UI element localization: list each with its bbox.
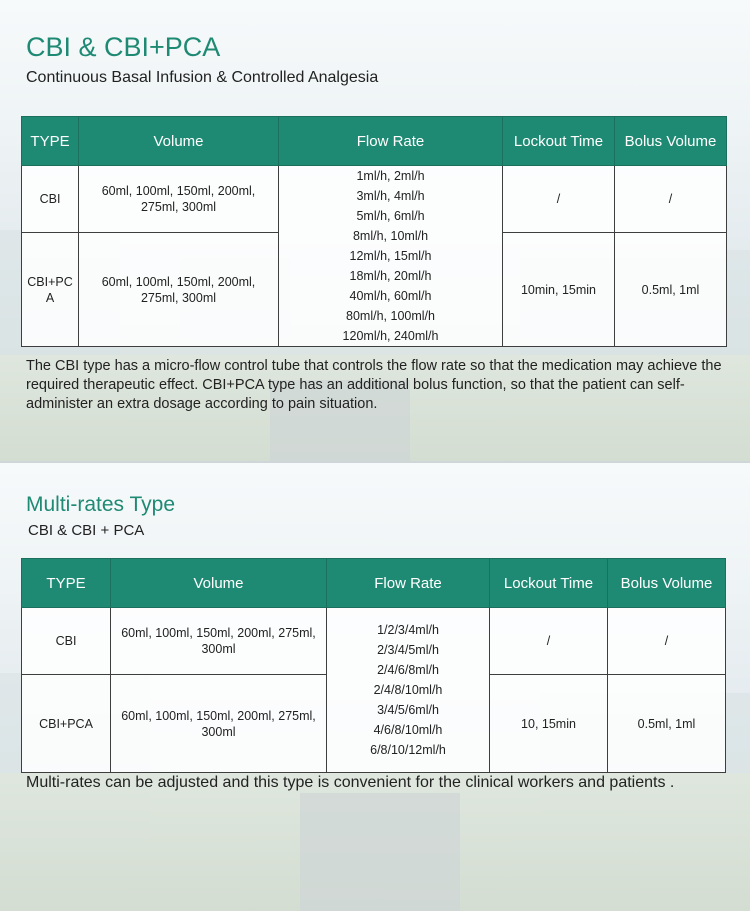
volume-cell: 60ml, 100ml, 150ml, 200ml, 275ml, 300ml — [111, 675, 327, 773]
header-type: TYPE — [22, 117, 79, 166]
table-header-row — [22, 117, 727, 166]
lockout-cell: 10, 15min — [490, 675, 608, 773]
header-type: TYPE — [22, 559, 111, 608]
section-title: CBI & CBI+PCA — [26, 32, 221, 62]
section-subtitle: CBI & CBI + PCA — [28, 522, 145, 539]
flow-rate-item: 40ml/h, 60ml/h — [349, 289, 432, 303]
header-lockout-time: Lockout Time — [503, 117, 615, 166]
header-lockout-time: Lockout Time — [490, 559, 608, 608]
volume-cell: 60ml, 100ml, 150ml, 200ml, 275ml, 300ml — [79, 166, 279, 233]
type-cell: CBI — [22, 608, 111, 675]
header-bolus-volume: Bolus Volume — [608, 559, 726, 608]
table-row-cbi — [22, 166, 727, 233]
flow-rate-item: 5ml/h, 6ml/h — [356, 209, 425, 223]
header-volume: Volume — [111, 559, 327, 608]
lockout-cell: / — [503, 166, 615, 233]
section-description: Multi-rates can be adjusted and this type is convenient for the clinical workers and patients . — [26, 774, 675, 791]
header-bolus-volume: Bolus Volume — [615, 117, 727, 166]
flow-rate-item: 2/3/4/5ml/h — [377, 643, 439, 657]
flow-rate-item: 3ml/h, 4ml/h — [356, 189, 425, 203]
bolus-cell: 0.5ml, 1ml — [608, 675, 726, 773]
type-cell: CBI+PCA — [22, 233, 79, 347]
flow-rate-item: 3/4/5/6ml/h — [377, 703, 439, 717]
flow-rate-item: 1ml/h, 2ml/h — [356, 169, 425, 183]
type-cell: CBI — [22, 166, 79, 233]
header-flow-rate: Flow Rate — [279, 117, 503, 166]
table-header-row — [22, 559, 726, 608]
flow-rate-cell — [279, 166, 503, 347]
flow-rate-item: 1/2/3/4ml/h — [377, 623, 439, 637]
flow-rate-item: 2/4/8/10ml/h — [373, 683, 443, 697]
bolus-cell: 0.5ml, 1ml — [615, 233, 727, 347]
lockout-cell: / — [490, 608, 608, 675]
table-row-cbi — [22, 608, 726, 675]
section-title: Multi-rates Type — [26, 493, 175, 516]
flow-rate-item: 12ml/h, 15ml/h — [349, 249, 432, 263]
volume-cell: 60ml, 100ml, 150ml, 200ml, 275ml, 300ml — [79, 233, 279, 347]
lockout-cell: 10min, 15min — [503, 233, 615, 347]
flow-rate-item: 8ml/h, 10ml/h — [352, 229, 429, 243]
section-subtitle: Continuous Basal Infusion & Controlled Analgesia — [26, 69, 379, 86]
section-description: The CBI type has a micro-flow control tube that controls the flow rate so that the medication may achieve the required therapeutic effect. CBI+PCA type has an additional bolus function, so that the patient can self-administer an extra dosage according to pain situation. — [26, 358, 722, 412]
flow-rate-item: 4/6/8/10ml/h — [373, 723, 443, 737]
flow-rate-item: 6/8/10/12ml/h — [370, 743, 446, 757]
spec-table — [21, 116, 727, 347]
flow-rate-item: 18ml/h, 20ml/h — [349, 269, 432, 283]
flow-rate-item: 2/4/6/8ml/h — [377, 663, 439, 677]
flow-rate-item: 80ml/h, 100ml/h — [346, 309, 435, 323]
header-flow-rate: Flow Rate — [327, 559, 490, 608]
bolus-cell: / — [608, 608, 726, 675]
flow-rate-cell — [327, 608, 490, 773]
background-road — [300, 793, 460, 911]
volume-cell: 60ml, 100ml, 150ml, 200ml, 275ml, 300ml — [111, 608, 327, 675]
header-volume: Volume — [79, 117, 279, 166]
spec-table — [21, 558, 726, 773]
section-multirates-panel — [0, 463, 750, 911]
flow-rate-item: 120ml/h, 240ml/h — [342, 329, 439, 343]
type-cell: CBI+PCA — [22, 675, 111, 773]
bolus-cell: / — [615, 166, 727, 233]
